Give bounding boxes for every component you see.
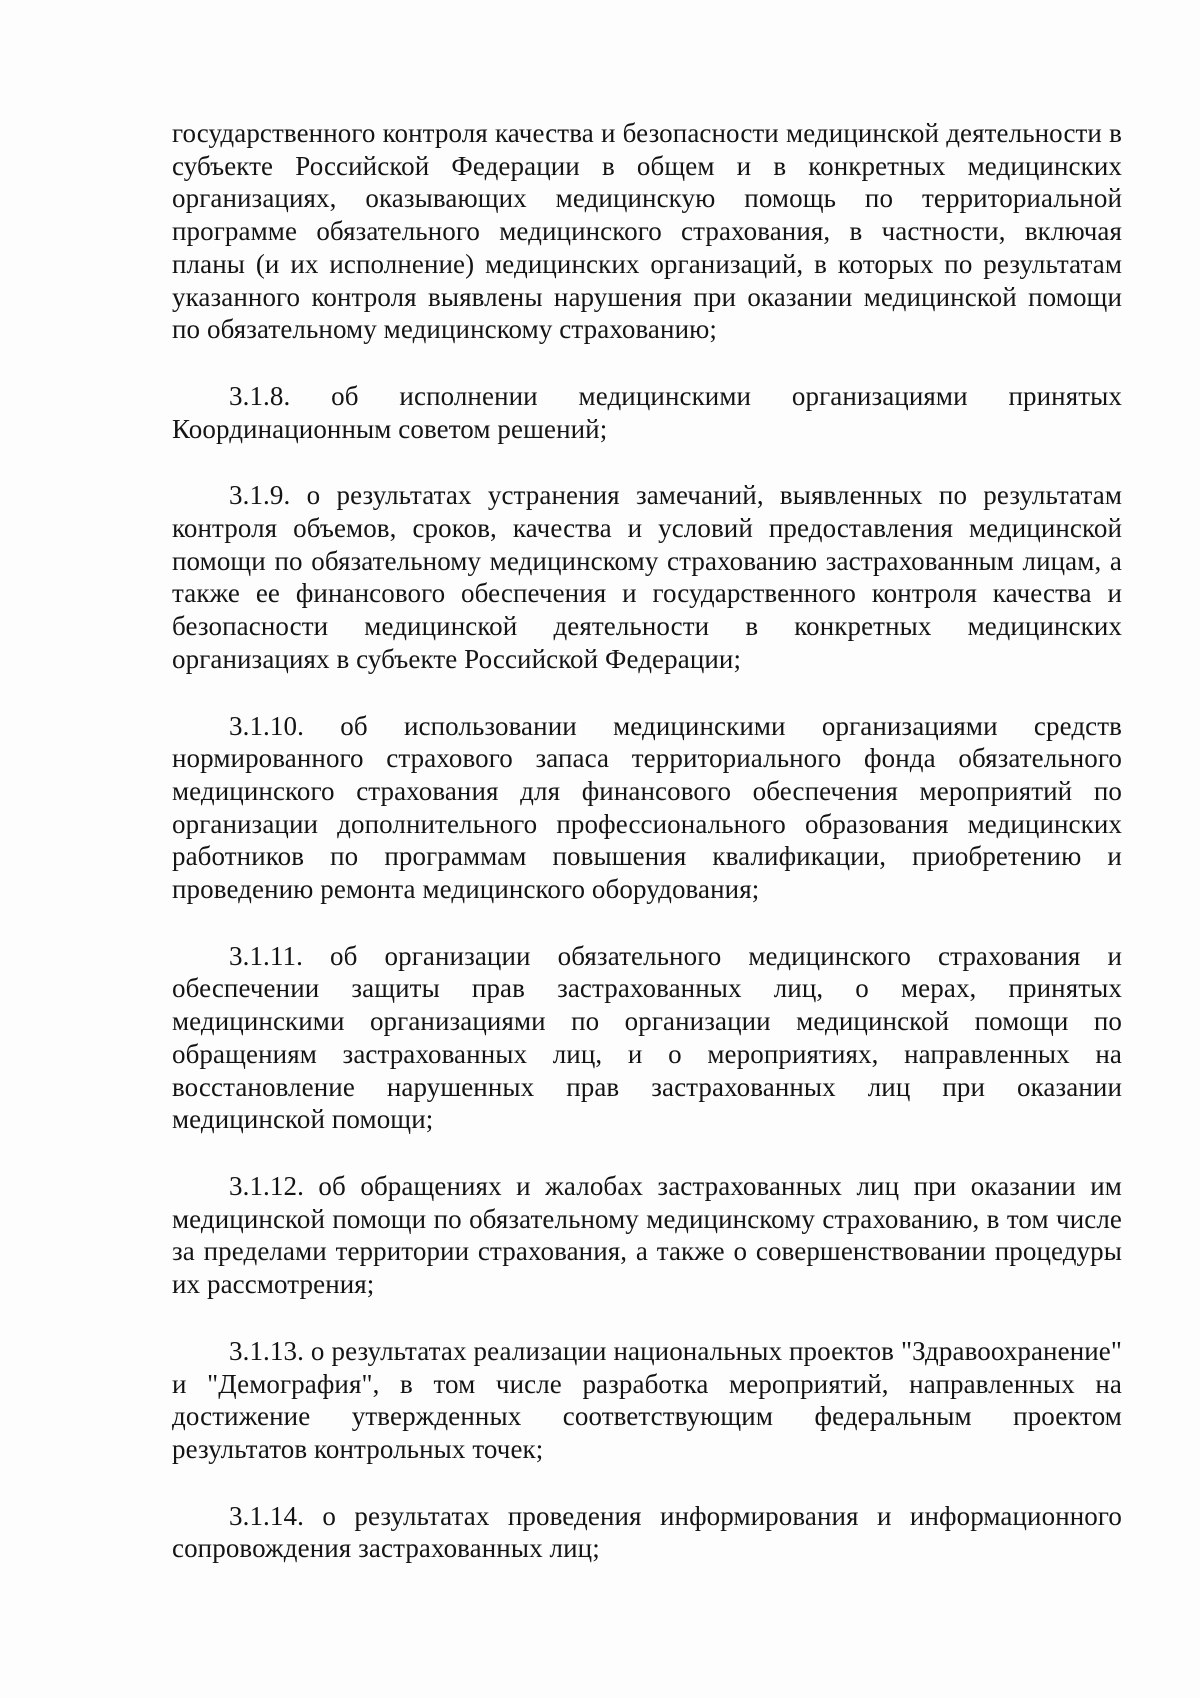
paragraph-3-1-14: 3.1.14. о результатах проведения информирования и информационного сопровождения застрахованных лиц; — [172, 1500, 1122, 1564]
paragraph-3-1-9: 3.1.9. о результатах устранения замечаний, выявленных по результатам контроля объемов, сроков, качества и условий предоставления медицинской помощи по обязательному медицинскому страхованию застрахованным лицам, а также ее финансового обеспечения и государственного контроля качества и безопасности медицинской деятельности в конкретных медицинских организациях в субъекте Российской Федерации; — [172, 480, 1122, 674]
paragraph-3-1-12: 3.1.12. об обращениях и жалобах застрахованных лиц при оказании им медицинской помощи по обязательному медицинскому страхованию, в том числе за пределами территории страхования, а также о совершенствовании процедуры их рассмотрения; — [172, 1170, 1122, 1300]
paragraph-3-1-8: 3.1.8. об исполнении медицинскими организациями принятых Координационным советом решений; — [172, 380, 1122, 444]
document-body — [172, 117, 1122, 1565]
paragraph-3-1-11: 3.1.11. об организации обязательного медицинского страхования и обеспечении защиты прав застрахованных лиц, о мерах, принятых медицинскими организациями по организации медицинской помощи по обращениям застрахованных лиц, и о мероприятиях, направленных на восстановление нарушенных прав застрахованных лиц при оказании медицинской помощи; — [172, 940, 1122, 1135]
paragraph-3-1-13: 3.1.13. о результатах реализации национальных проектов "Здравоохранение" и "Демография", в том числе разработка мероприятий, направленных на достижение утвержденных соответствующим федеральным проектом результатов контрольных точек; — [172, 1335, 1122, 1464]
paragraph-3-1-10: 3.1.10. об использовании медицинскими организациями средств нормированного страхового запаса территориального фонда обязательного медицинского страхования для финансового обеспечения мероприятий по организации дополнительного профессионального образования медицинских работников по программам повышения квалификации, приобретению и проведению ремонта медицинского оборудования; — [172, 710, 1122, 905]
paragraph-continuation: государственного контроля качества и безопасности медицинской деятельности в субъекте Российской Федерации в общем и в конкретных медицинских организациях, оказывающих медицинскую помощь по территориальной программе обязательного медицинского страхования, в частности, включая планы (и их исполнение) медицинских организаций, в которых по результатам указанного контроля выявлены нарушения при оказании медицинской помощи по обязательному медицинскому страхованию; — [172, 118, 1122, 345]
